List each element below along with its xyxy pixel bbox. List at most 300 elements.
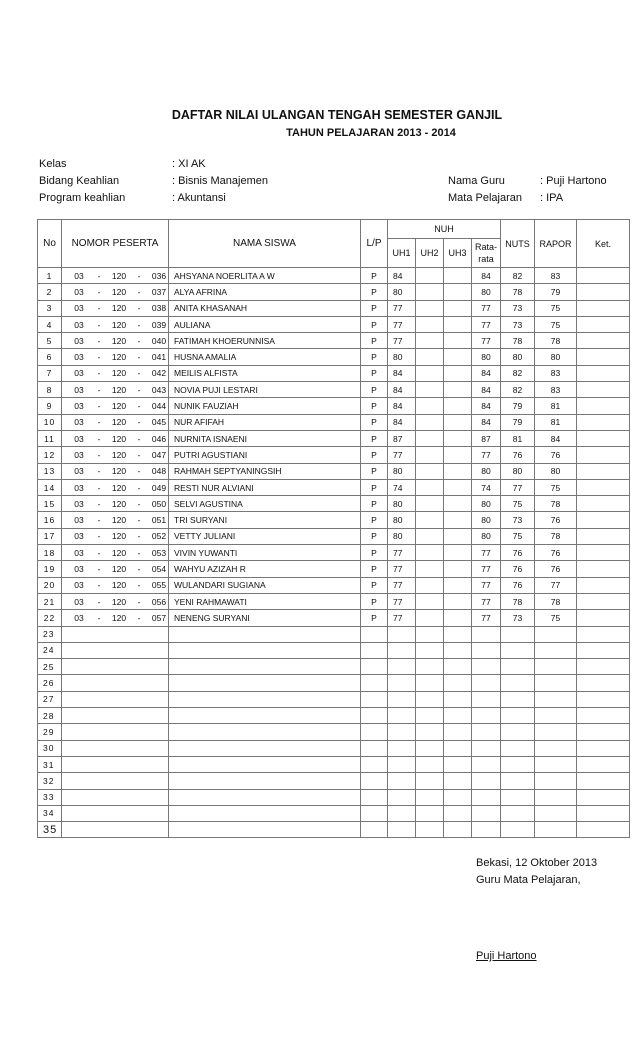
row-no: 19 [38,561,62,577]
nomor-peserta [62,300,169,316]
nomor-part: 120 [111,335,127,346]
empty-cell [501,708,535,724]
kelas-value: : XI AK [172,158,206,170]
score-uh3 [444,414,472,430]
empty-cell [416,740,444,756]
score-rata-rata: 77 [472,333,501,349]
header-nuh: NUH [388,220,501,239]
empty-cell [535,691,577,707]
empty-cell [62,708,169,724]
nomor-part: 03 [74,417,84,428]
nomor-part: 03 [74,368,84,379]
empty-cell [361,691,388,707]
empty-cell [535,659,577,675]
nomor-peserta [62,430,169,446]
nomor-peserta [62,528,169,544]
empty-cell [535,708,577,724]
empty-cell [444,691,472,707]
empty-cell [472,708,501,724]
score-rata-rata: 77 [472,610,501,626]
nomor-separator: - [137,515,141,526]
empty-cell [416,724,444,740]
row-no: 22 [38,610,62,626]
empty-cell [169,626,361,642]
empty-cell [62,642,169,658]
empty-cell [577,756,630,772]
score-rata-rata: 84 [472,268,501,284]
score-rapor: 81 [535,398,577,414]
nomor-part: 03 [74,547,84,558]
score-rapor: 76 [535,545,577,561]
header-uh2: UH2 [416,239,444,268]
score-nuts: 75 [501,496,535,512]
score-uh2 [416,284,444,300]
bidang-label: Bidang Keahlian [39,175,120,187]
nomor-part: 120 [111,433,127,444]
row-no: 30 [38,740,62,756]
nomor-peserta [62,610,169,626]
nomor-separator: - [97,596,101,607]
score-rapor: 75 [535,479,577,495]
nomor-separator: - [137,417,141,428]
empty-cell [361,724,388,740]
nomor-part: 049 [151,482,167,493]
empty-cell [361,740,388,756]
header-ket: Ket. [577,220,630,268]
student-name: NENENG SURYANI [169,610,361,626]
score-rata-rata: 87 [472,430,501,446]
score-uh3 [444,496,472,512]
score-uh1: 87 [388,430,416,446]
score-uh1: 84 [388,398,416,414]
header-uh3: UH3 [444,239,472,268]
nomor-separator: - [137,433,141,444]
nomor-peserta [62,577,169,593]
student-name: NURNITA ISNAENI [169,430,361,446]
nomor-part: 048 [151,466,167,477]
empty-cell [444,675,472,691]
student-name: WULANDARI SUGIANA [169,577,361,593]
score-uh3 [444,382,472,398]
score-rata-rata: 84 [472,382,501,398]
empty-cell [501,740,535,756]
table-row [38,414,630,430]
nomor-peserta [62,463,169,479]
score-nuts: 82 [501,382,535,398]
student-name: RESTI NUR ALVIANI [169,479,361,495]
empty-cell [361,642,388,658]
nomor-part: 03 [74,319,84,330]
table-row [38,708,630,724]
gender: P [361,349,388,365]
empty-cell [388,626,416,642]
table-row [38,447,630,463]
keterangan [577,577,630,593]
gender: P [361,610,388,626]
nomor-part: 120 [111,612,127,623]
empty-cell [62,626,169,642]
nomor-separator: - [137,286,141,297]
score-uh3 [444,528,472,544]
nomor-part: 120 [111,286,127,297]
empty-cell [62,805,169,821]
score-rapor: 78 [535,528,577,544]
empty-cell [169,642,361,658]
keterangan [577,545,630,561]
table-row [38,789,630,805]
table-row [38,398,630,414]
score-nuts: 78 [501,284,535,300]
gender: P [361,463,388,479]
nomor-peserta [62,545,169,561]
nomor-part: 042 [151,368,167,379]
empty-cell [472,789,501,805]
nomor-part: 037 [151,286,167,297]
gender: P [361,577,388,593]
empty-cell [169,740,361,756]
nomor-part: 03 [74,303,84,314]
nomor-part: 03 [74,449,84,460]
table-row [38,512,630,528]
empty-cell [577,822,630,838]
student-name: AULIANA [169,316,361,332]
score-uh1: 84 [388,414,416,430]
empty-cell [361,822,388,838]
empty-cell [416,789,444,805]
score-uh1: 74 [388,479,416,495]
empty-cell [535,626,577,642]
score-rapor: 80 [535,463,577,479]
nomor-peserta [62,512,169,528]
student-name: RAHMAH SEPTYANINGSIH [169,463,361,479]
score-rapor: 75 [535,316,577,332]
score-rata-rata: 77 [472,577,501,593]
table-row [38,382,630,398]
empty-cell [361,773,388,789]
student-name: YENI RAHMAWATI [169,593,361,609]
nomor-part: 120 [111,466,127,477]
nomor-separator: - [137,401,141,412]
empty-cell [62,789,169,805]
student-name: VETTY JULIANI [169,528,361,544]
table-row [38,528,630,544]
table-row [38,561,630,577]
student-name: AHSYANA NOERLITA A W [169,268,361,284]
gender: P [361,300,388,316]
score-uh1: 77 [388,577,416,593]
gender: P [361,479,388,495]
score-uh3 [444,479,472,495]
nomor-separator: - [137,335,141,346]
row-no: 28 [38,708,62,724]
score-rata-rata: 80 [472,528,501,544]
empty-cell [444,805,472,821]
keterangan [577,284,630,300]
row-no: 18 [38,545,62,561]
nomor-separator: - [137,449,141,460]
nomor-peserta [62,479,169,495]
nomor-separator: - [97,466,101,477]
empty-cell [472,740,501,756]
score-uh3 [444,610,472,626]
gender: P [361,528,388,544]
empty-cell [169,822,361,838]
nomor-separator: - [97,433,101,444]
nomor-peserta [62,447,169,463]
empty-cell [577,773,630,789]
score-rapor: 80 [535,349,577,365]
score-uh2 [416,463,444,479]
score-rata-rata: 74 [472,479,501,495]
empty-cell [501,659,535,675]
row-no: 1 [38,268,62,284]
score-uh2 [416,430,444,446]
keterangan [577,382,630,398]
nomor-part: 03 [74,531,84,542]
score-uh1: 80 [388,463,416,479]
score-rata-rata: 80 [472,512,501,528]
score-nuts: 82 [501,365,535,381]
student-name: NOVIA PUJI LESTARI [169,382,361,398]
row-no: 23 [38,626,62,642]
student-name: NUNIK FAUZIAH [169,398,361,414]
page-subtitle: TAHUN PELAJARAN 2013 - 2014 [286,127,456,139]
empty-cell [361,675,388,691]
nomor-separator: - [97,335,101,346]
empty-cell [535,675,577,691]
empty-cell [535,642,577,658]
keterangan [577,430,630,446]
nomor-separator: - [137,563,141,574]
empty-cell [472,691,501,707]
signer-name: Puji Hartono [476,950,537,962]
nomor-separator: - [137,531,141,542]
table-row [38,659,630,675]
nomor-part: 044 [151,401,167,412]
nomor-part: 120 [111,563,127,574]
nomor-separator: - [137,368,141,379]
nomor-part: 036 [151,270,167,281]
score-nuts: 76 [501,561,535,577]
nomor-part: 056 [151,596,167,607]
nomor-part: 120 [111,482,127,493]
score-nuts: 75 [501,528,535,544]
gender: P [361,545,388,561]
gender: P [361,593,388,609]
header-lp: L/P [361,220,388,268]
empty-cell [416,756,444,772]
empty-cell [501,642,535,658]
empty-cell [169,805,361,821]
empty-cell [62,756,169,772]
student-name: ANITA KHASANAH [169,300,361,316]
score-rapor: 76 [535,561,577,577]
score-rata-rata: 80 [472,496,501,512]
nomor-part: 03 [74,286,84,297]
row-no: 27 [38,691,62,707]
score-uh3 [444,333,472,349]
nomor-separator: - [137,303,141,314]
empty-cell [169,675,361,691]
score-uh3 [444,316,472,332]
nomor-part: 120 [111,303,127,314]
empty-cell [444,626,472,642]
program-value: : Akuntansi [172,192,226,204]
score-uh2 [416,382,444,398]
score-uh3 [444,284,472,300]
empty-cell [501,789,535,805]
row-no: 6 [38,349,62,365]
row-no: 29 [38,724,62,740]
nomor-part: 120 [111,515,127,526]
score-uh3 [444,545,472,561]
nomor-part: 03 [74,482,84,493]
score-uh2 [416,349,444,365]
empty-cell [169,691,361,707]
score-uh2 [416,479,444,495]
keterangan [577,479,630,495]
nomor-separator: - [97,286,101,297]
nomor-peserta [62,414,169,430]
empty-cell [388,805,416,821]
row-no: 21 [38,593,62,609]
keterangan [577,463,630,479]
gender: P [361,414,388,430]
table-row [38,284,630,300]
nomor-separator: - [97,498,101,509]
empty-cell [169,724,361,740]
empty-cell [501,822,535,838]
score-nuts: 73 [501,300,535,316]
nomor-part: 120 [111,352,127,363]
score-uh3 [444,430,472,446]
nomor-peserta [62,398,169,414]
table-row [38,479,630,495]
score-uh1: 77 [388,545,416,561]
nomor-part: 053 [151,547,167,558]
score-uh1: 77 [388,593,416,609]
score-uh3 [444,398,472,414]
empty-cell [577,691,630,707]
nomor-separator: - [97,580,101,591]
row-no: 31 [38,756,62,772]
nomor-part: 03 [74,335,84,346]
row-no: 5 [38,333,62,349]
empty-cell [535,789,577,805]
score-uh2 [416,496,444,512]
empty-cell [416,626,444,642]
empty-cell [472,724,501,740]
empty-cell [444,642,472,658]
row-no: 20 [38,577,62,593]
empty-cell [472,659,501,675]
nomor-separator: - [137,547,141,558]
table-row [38,333,630,349]
keterangan [577,528,630,544]
nomor-peserta [62,496,169,512]
nomor-part: 055 [151,580,167,591]
page-title: DAFTAR NILAI ULANGAN TENGAH SEMESTER GANJIL [171,108,503,122]
header-rata-rata: Rata- rata [472,239,501,268]
nomor-part: 03 [74,433,84,444]
score-rata-rata: 80 [472,284,501,300]
table-body [38,268,630,838]
score-uh3 [444,300,472,316]
empty-cell [416,805,444,821]
score-rapor: 78 [535,593,577,609]
nomor-part: 120 [111,449,127,460]
row-no: 9 [38,398,62,414]
score-uh1: 77 [388,300,416,316]
empty-cell [388,691,416,707]
row-no: 12 [38,447,62,463]
score-uh3 [444,577,472,593]
table-row [38,463,630,479]
empty-cell [577,675,630,691]
student-name: ALYA AFRINA [169,284,361,300]
empty-cell [388,822,416,838]
score-uh1: 80 [388,528,416,544]
nomor-separator: - [137,352,141,363]
empty-cell [472,642,501,658]
score-uh2 [416,528,444,544]
program-label: Program keahlian [39,192,126,204]
empty-cell [361,659,388,675]
row-no: 7 [38,365,62,381]
score-uh1: 80 [388,512,416,528]
empty-cell [444,708,472,724]
empty-cell [501,626,535,642]
row-no: 15 [38,496,62,512]
empty-cell [416,642,444,658]
score-nuts: 77 [501,479,535,495]
nomor-part: 120 [111,417,127,428]
empty-cell [388,724,416,740]
row-no: 16 [38,512,62,528]
nomor-part: 039 [151,319,167,330]
mapel-label: Mata Pelajaran [448,192,522,204]
nomor-separator: - [137,612,141,623]
keterangan [577,300,630,316]
nomor-peserta [62,268,169,284]
keterangan [577,561,630,577]
table-row [38,430,630,446]
nomor-separator: - [97,303,101,314]
nomor-part: 120 [111,319,127,330]
empty-cell [472,675,501,691]
score-rapor: 76 [535,512,577,528]
score-rata-rata: 77 [472,593,501,609]
nomor-separator: - [97,352,101,363]
score-nuts: 81 [501,430,535,446]
student-name: VIVIN YUWANTI [169,545,361,561]
table-row [38,349,630,365]
nomor-peserta [62,349,169,365]
gender: P [361,284,388,300]
row-no: 11 [38,430,62,446]
empty-cell [169,773,361,789]
empty-cell [444,822,472,838]
empty-cell [577,659,630,675]
nomor-part: 03 [74,596,84,607]
empty-cell [444,756,472,772]
nomor-part: 03 [74,466,84,477]
empty-cell [535,773,577,789]
score-rata-rata: 77 [472,545,501,561]
nomor-part: 120 [111,401,127,412]
guru-label: Nama Guru [448,175,505,187]
nomor-part: 120 [111,547,127,558]
